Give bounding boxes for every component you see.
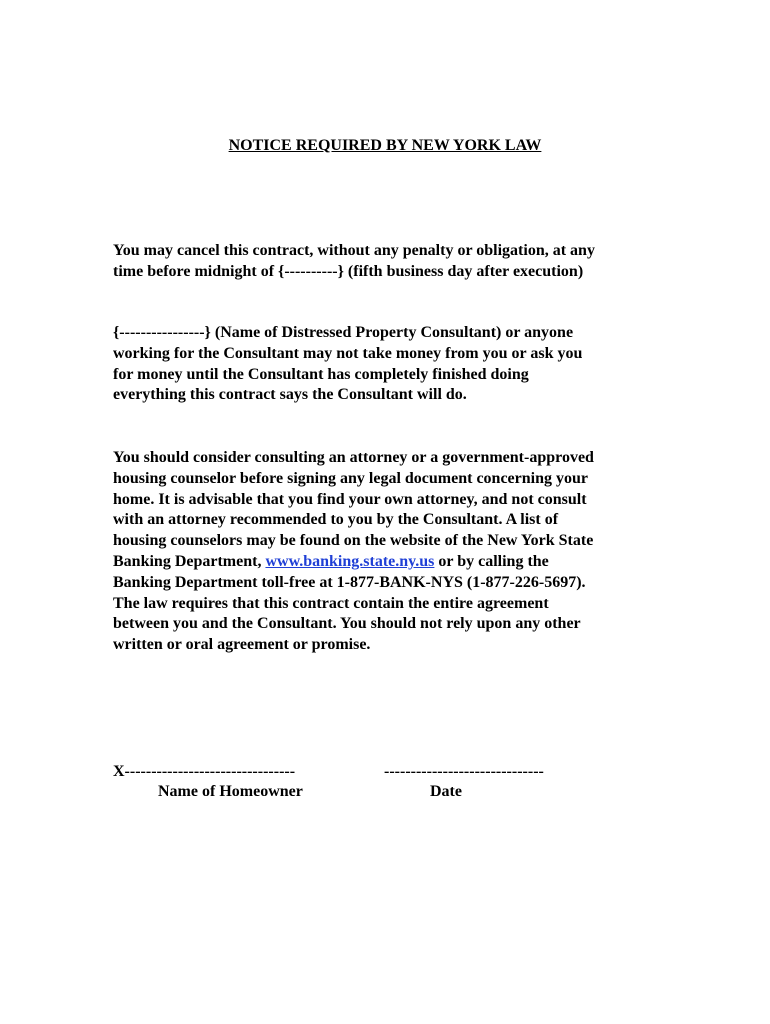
paragraph-line-with-link (113, 552, 658, 573)
paragraph-line: The law requires that this contract contain the entire agreement (113, 594, 549, 612)
paragraph-line: for money until the Consultant has completely finished doing (113, 365, 529, 383)
banking-department-link[interactable]: www.banking.state.ny.us (265, 552, 435, 570)
paragraph-line: You should consider consulting an attorney or a government-approved (113, 449, 594, 466)
paragraph-line: time before midnight of {----------} (fifth business day after execution) (113, 262, 584, 280)
attorney-advice-paragraph (113, 448, 658, 656)
date-signature-line: ------------------------------ (384, 763, 544, 780)
paragraph-line: {----------------} (Name of Distressed Property Consultant) or anyone (113, 324, 574, 341)
paragraph-line: home. It is advisable that you find your own attorney, and not consult (113, 490, 587, 508)
paragraph-line: working for the Consultant may not take money from you or ask you (113, 344, 583, 362)
paragraph-line: with an attorney recommended to you by the Consultant. A list of (113, 511, 559, 529)
document-title (0, 136, 770, 156)
document-title-text: NOTICE REQUIRED BY NEW YORK LAW (228, 137, 542, 154)
homeowner-signature-line: X-------------------------------- (113, 763, 296, 780)
date-label: Date (430, 783, 462, 800)
paragraph-line: written or oral agreement or promise. (113, 636, 371, 654)
paragraph-line: between you and the Consultant. You should not rely upon any other (113, 615, 581, 633)
consultant-paragraph (113, 323, 658, 406)
paragraph-line: housing counselor before signing any legal document concerning your (113, 469, 588, 487)
link-line-before: Banking Department, (113, 552, 266, 570)
paragraph-line: You may cancel this contract, without any penalty or obligation, at any (113, 242, 595, 259)
link-line-after: or by calling the (434, 552, 549, 570)
paragraph-line: everything this contract says the Consultant will do. (113, 386, 467, 404)
paragraph-line: Banking Department toll-free at 1-877-BANK-NYS (1-877-226-5697). (113, 573, 586, 591)
paragraph-line: housing counselors may be found on the website of the New York State (113, 532, 594, 550)
cancellation-paragraph (113, 241, 658, 283)
homeowner-name-label: Name of Homeowner (158, 783, 303, 800)
